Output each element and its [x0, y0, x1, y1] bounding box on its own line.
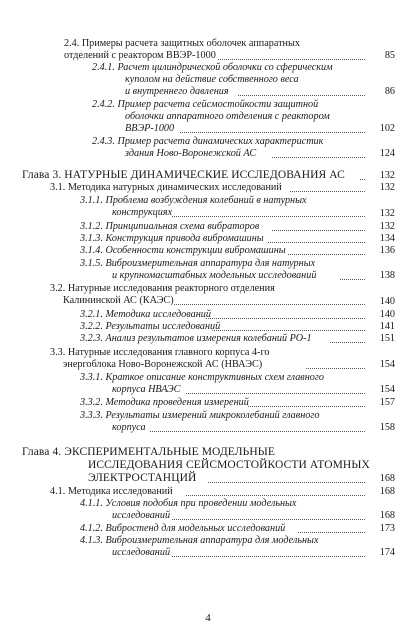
leader-dots	[186, 495, 365, 496]
page-ref: 154	[379, 359, 395, 370]
leader-dots	[288, 254, 365, 255]
page-ref: 85	[384, 50, 395, 61]
entry-text: 3.2.3. Анализ результатов измерения колебаний РО-1	[80, 333, 312, 344]
page-ref: 173	[379, 523, 395, 534]
entry-text: 3.3. Натурные исследования главного корпуса 4-го	[50, 347, 270, 358]
entry-text: конструкциях	[112, 207, 173, 218]
page-ref: 140	[379, 296, 395, 307]
page-ref: 154	[379, 384, 395, 395]
leader-dots	[172, 519, 365, 520]
page-ref: 102	[379, 123, 395, 134]
entry-text: 4.1.3. Виброизмерительная аппаратура для модельных	[80, 535, 319, 546]
entry-text: 3.1.5. Виброизмерительная аппаратура для натурных	[80, 258, 316, 269]
leader-dots	[306, 368, 365, 369]
entry-text: 3.1.4. Особенности конструкции вибромашины	[80, 245, 286, 256]
entry-text: оболочки аппаратного отделения с реактором	[125, 111, 330, 122]
page-ref: 132	[379, 182, 395, 193]
page-ref: 132	[379, 170, 395, 181]
page-ref: 134	[379, 233, 395, 244]
leader-dots	[218, 59, 365, 60]
chapter-title: Глава 4. ЭКСПЕРИМЕНТАЛЬНЫЕ МОДЕЛЬНЫЕ	[22, 446, 276, 458]
entry-text: Калининской АС (КАЭС)	[63, 295, 174, 306]
entry-text: исследований	[112, 510, 171, 521]
page-ref: 151	[379, 333, 395, 344]
entry-text: 4.1.1. Условия подобия при проведении модельных	[80, 498, 297, 509]
entry-text: 2.4.2. Пример расчета сейсмостойкости защитной	[92, 99, 319, 110]
entry-text: корпуса	[112, 422, 146, 433]
leader-dots	[212, 330, 365, 331]
leader-dots	[150, 431, 365, 432]
entry-text: отделений с реактором ВВЭР-1000	[64, 50, 216, 61]
page-ref: 158	[379, 422, 395, 433]
leader-dots	[298, 532, 365, 533]
entry-text: 3.1.2. Принципиальная схема вибраторов	[80, 221, 260, 232]
entry-text: энергоблока Ново-Воронежской АС (НВАЭС)	[63, 359, 263, 370]
leader-dots	[172, 216, 365, 217]
leader-dots	[180, 132, 365, 133]
page-ref: 141	[379, 321, 395, 332]
entry-text: 2.4.3. Пример расчета динамических характеристик	[92, 136, 324, 147]
entry-text: ВВЭР-1000	[125, 123, 175, 134]
leader-dots	[238, 95, 365, 96]
chapter-title: ЭЛЕКТРОСТАНЦИЙ	[88, 472, 197, 484]
entry-text: куполом на действие собственного веса	[125, 74, 299, 85]
entry-text: 4.1.2. Вибростенд для модельных исследований	[80, 523, 286, 534]
page-ref: 124	[379, 148, 395, 159]
entry-text: 4.1. Методика исследований	[50, 486, 173, 497]
page-ref: 138	[379, 270, 395, 281]
page-ref: 132	[379, 208, 395, 219]
page-ref: 132	[379, 221, 395, 232]
page-ref: 86	[384, 86, 395, 97]
leader-dots	[248, 406, 365, 407]
entry-text: 3.3.2. Методика проведения измерений	[80, 397, 249, 408]
entry-text: 3.3.1. Краткое описание конструктивных схем главного	[80, 372, 324, 383]
leader-dots	[172, 556, 365, 557]
leader-dots	[206, 318, 365, 319]
entry-text: 3.2. Натурные исследования реакторного отделения	[50, 283, 275, 294]
leader-dots	[174, 304, 365, 305]
page-ref: 168	[379, 486, 395, 497]
entry-text: и крупномасштабных модельных исследований	[112, 270, 317, 281]
leader-dots	[290, 191, 365, 192]
leader-dots	[340, 279, 365, 280]
page-ref: 140	[379, 309, 395, 320]
entry-text: исследований	[112, 547, 171, 558]
page-ref: 174	[379, 547, 395, 558]
entry-text: и внутреннего давления	[125, 86, 229, 97]
page-ref: 136	[379, 245, 395, 256]
entry-text: здания Ново-Воронежской АС	[125, 148, 257, 159]
page-ref: 157	[379, 397, 395, 408]
entry-text: корпуса НВАЭС	[112, 384, 181, 395]
entry-text: 2.4. Примеры расчета защитных оболочек аппаратных	[64, 38, 300, 49]
entry-text: 3.1.1. Проблема возбуждения колебаний в натурных	[80, 195, 307, 206]
page-ref: 168	[379, 510, 395, 521]
leader-dots	[208, 482, 365, 483]
page-number: 4	[205, 612, 211, 624]
leader-dots	[268, 242, 365, 243]
entry-text: 3.2.2. Результаты исследований	[80, 321, 221, 332]
entry-text: 3.2.1. Методика исследований	[80, 309, 211, 320]
leader-dots	[186, 393, 365, 394]
chapter-title: ИССЛЕДОВАНИЯ СЕЙСМОСТОЙКОСТИ АТОМНЫХ	[88, 459, 370, 471]
entry-text: 2.4.1. Расчет цилиндрической оболочки со сферическим	[92, 62, 333, 73]
chapter-title: Глава 3. НАТУРНЫЕ ДИНАМИЧЕСКИЕ ИССЛЕДОВАНИЯ АС	[22, 169, 345, 181]
entry-text: 3.3.3. Результаты измерений микроколебаний главного	[80, 410, 320, 421]
leader-dots	[272, 230, 365, 231]
entry-text: 3.1.3. Конструкция привода вибромашины	[80, 233, 264, 244]
leader-dots	[272, 157, 365, 158]
leader-dots	[330, 342, 365, 343]
entry-text: 3.1. Методика натурных динамических исследований	[50, 182, 282, 193]
page-ref: 168	[379, 473, 395, 484]
